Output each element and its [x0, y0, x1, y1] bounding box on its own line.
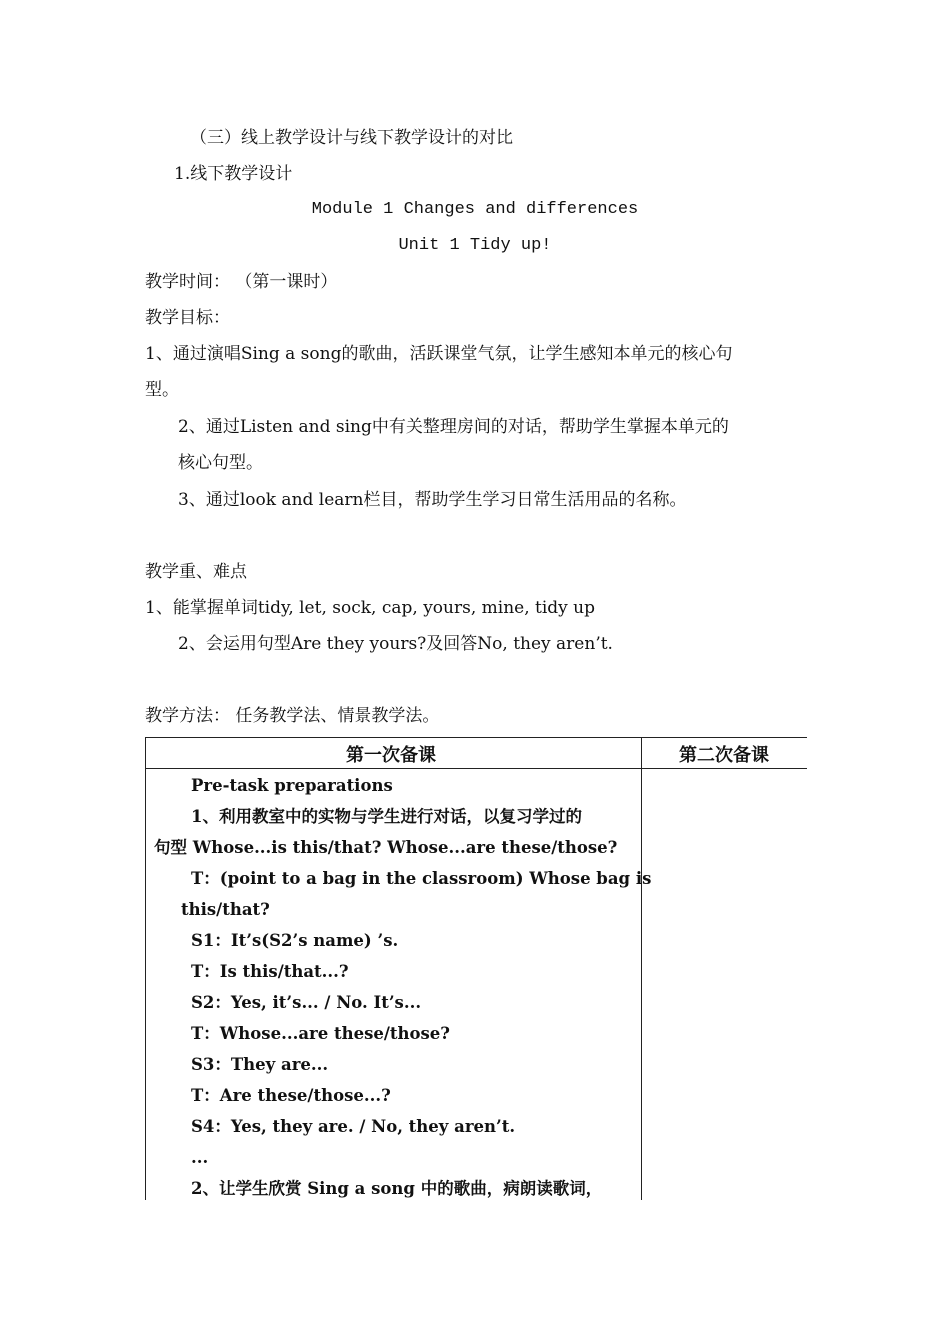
header-first-preparation: 第一次备课: [346, 745, 436, 766]
table-line: T：Is this/that...?: [191, 962, 349, 981]
teaching-time: 教学时间： （第一课时）: [145, 272, 338, 292]
table-line: T：Are these/those...?: [191, 1086, 391, 1105]
table-line: S1：It’s(S2’s name) ’s.: [191, 931, 399, 950]
module-title: Module 1 Changes and differences: [311, 200, 639, 219]
table-line: ...: [191, 1148, 209, 1167]
table-line: Pre-task preparations: [191, 776, 393, 795]
key-point-line: 2、会运用句型Are they yours?及回答No, they aren’t.: [178, 634, 613, 654]
table-line: 2、让学生欣赏 Sing a song 中的歌曲，病朗读歌词，: [191, 1179, 603, 1198]
table-line: S4：Yes, they are. / No, they aren’t.: [191, 1117, 516, 1136]
table-line: this/that?: [181, 900, 270, 919]
goal-line: 1、通过演唱Sing a song的歌曲，活跃课堂气氛，让学生感知本单元的核心句: [145, 344, 733, 364]
goal-line: 2、通过Listen and sing中有关整理房间的对话，帮助学生掌握本单元的: [178, 417, 729, 437]
goals-label: 教学目标：: [145, 308, 230, 328]
unit-title: Unit 1 Tidy up!: [398, 236, 552, 255]
goal-line: 3、通过look and learn栏目，帮助学生学习日常生活用品的名称。: [178, 490, 687, 510]
table-line: S2：Yes, it’s... / No. It’s...: [191, 993, 422, 1012]
subsection-heading: 1.线下教学设计: [174, 164, 293, 184]
key-points-label: 教学重、难点: [145, 562, 247, 582]
lesson-plan-table: [145, 737, 807, 1200]
section-heading: （三）线上教学设计与线下教学设计的对比: [190, 128, 513, 148]
goal-line: 核心句型。: [178, 453, 263, 473]
teaching-method: 教学方法： 任务教学法、情景教学法。: [145, 706, 440, 726]
table-line: T：(point to a bag in the classroom) Whose bag is: [191, 869, 652, 888]
table-line: S3：They are...: [191, 1055, 329, 1074]
table-line: T：Whose...are these/those?: [191, 1024, 450, 1043]
table-line: 1、利用教室中的实物与学生进行对话，以复习学过的: [191, 807, 582, 826]
column-divider: [641, 737, 642, 1200]
goal-line: 型。: [145, 380, 179, 400]
key-point-line: 1、能掌握单词tidy, let, sock, cap, yours, mine, tidy up: [145, 598, 596, 618]
table-line: 句型 Whose...is this/that? Whose...are these/those?: [154, 838, 618, 857]
header-second-preparation: 第二次备课: [679, 745, 769, 766]
